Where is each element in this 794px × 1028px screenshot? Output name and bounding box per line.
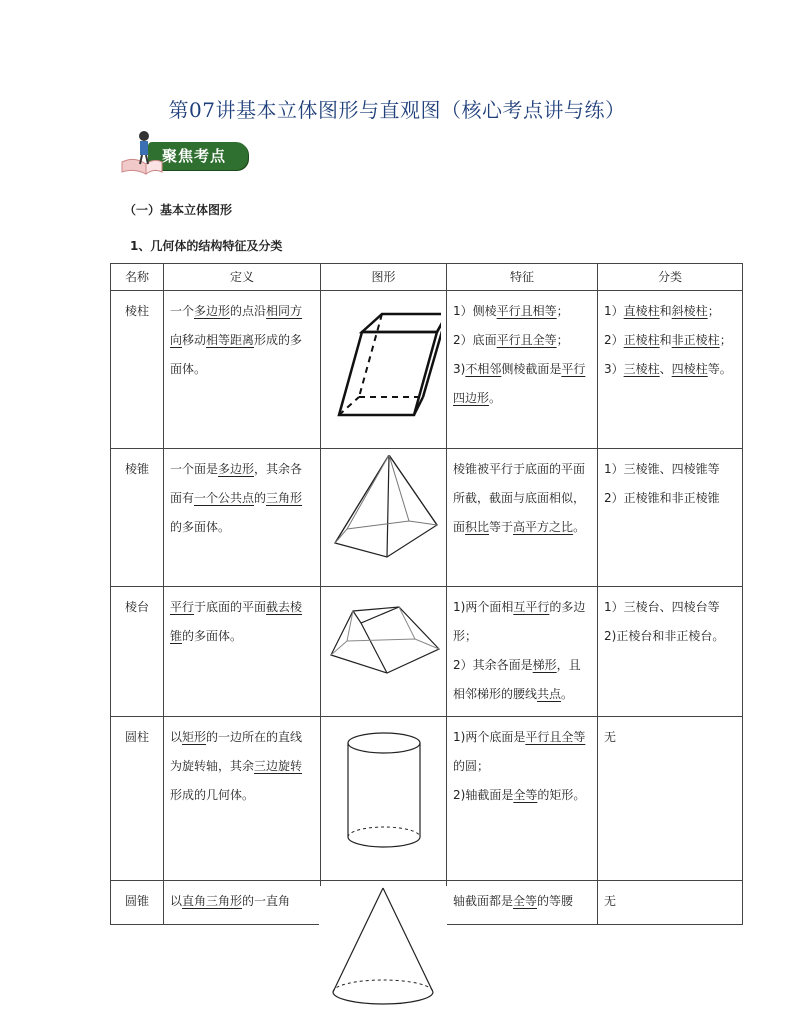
cone-figure-container	[319, 886, 447, 1016]
text-segment: 的圆；	[453, 759, 490, 773]
key-term: 非正棱柱	[671, 333, 720, 347]
key-term: 斜棱柱	[671, 304, 708, 318]
text-segment: 的一直角	[242, 894, 291, 908]
text-segment: 移动	[182, 333, 207, 347]
row-classification	[598, 881, 743, 925]
key-term: 一个公共点	[194, 491, 255, 505]
key-term: 积比	[465, 520, 490, 534]
key-term: 多边形	[218, 462, 255, 476]
text-segment: 1）三棱台、四棱台等	[604, 600, 720, 614]
pyramid-figure	[327, 455, 441, 569]
text-segment: 形成的多面体。	[170, 333, 303, 376]
text-segment: 一个面是	[170, 462, 219, 476]
text-segment: 无	[604, 730, 617, 744]
table-row	[111, 291, 743, 449]
text-segment: 的多面体。	[182, 629, 243, 643]
text-segment: 形成的几何体。	[170, 788, 255, 802]
row-definition	[164, 291, 321, 449]
book-person-icon	[118, 128, 168, 178]
text-segment: 侧棱截面是	[501, 362, 562, 376]
text-segment: 。	[489, 391, 502, 405]
row-name: 棱锥	[111, 449, 164, 587]
row-figure	[321, 717, 447, 881]
text-segment: ；	[719, 333, 732, 347]
text-segment: ，且相邻梯形的腰线	[453, 658, 581, 701]
row-name: 棱台	[111, 587, 164, 717]
key-term: 正棱柱	[623, 333, 660, 347]
row-classification	[598, 587, 743, 717]
solid-figures-table	[110, 263, 743, 925]
text-segment: 轴截面都是	[453, 894, 514, 908]
key-term: 直角三角形	[182, 894, 243, 908]
row-features	[447, 449, 598, 587]
key-term: 全等	[513, 894, 538, 908]
table-row	[111, 587, 743, 717]
header-classification: 分类	[598, 264, 743, 291]
text-segment: 一个	[170, 304, 195, 318]
key-term: 共点	[537, 687, 562, 701]
row-definition	[164, 717, 321, 881]
key-term: 平行且相等	[496, 304, 557, 318]
table-header-row	[111, 264, 743, 291]
text-segment: 。	[573, 520, 586, 534]
cylinder-figure	[327, 723, 441, 863]
text-segment: 3）	[604, 362, 624, 376]
text-segment: 于底面的平面	[194, 600, 267, 614]
text-segment: 2）底面	[453, 333, 497, 347]
text-segment: 以	[170, 730, 183, 744]
key-term: 截去棱锥	[170, 600, 303, 643]
text-segment: 2）	[604, 333, 624, 347]
text-segment: 的多边形；	[453, 600, 586, 643]
page-title: 第07讲基本立体图形与直观图（核心考点讲与练）	[168, 98, 626, 122]
key-term: 四棱柱	[671, 362, 708, 376]
key-term: 平行四边形	[453, 362, 586, 405]
text-segment: 1）三棱锥、四棱锥等	[604, 462, 720, 476]
row-name: 棱柱	[111, 291, 164, 449]
frustum-figure	[327, 593, 441, 693]
text-segment: 的	[254, 491, 267, 505]
row-classification	[598, 449, 743, 587]
key-term: 相等距离	[206, 333, 255, 347]
text-segment: 的矩形。	[537, 788, 586, 802]
section-heading: （一）基本立体图形	[124, 203, 233, 217]
header-definition: 定义	[164, 264, 321, 291]
text-segment: 2）其余各面是	[453, 658, 533, 672]
row-features	[447, 291, 598, 449]
key-term: 相同方向	[170, 304, 303, 347]
section-badge	[118, 128, 246, 178]
text-segment: 以	[170, 894, 183, 908]
row-features	[447, 881, 598, 925]
text-segment: 1）侧棱	[453, 304, 497, 318]
header-features: 特征	[447, 264, 598, 291]
key-term: 三角形	[266, 491, 303, 505]
text-segment: ；	[707, 304, 720, 318]
text-segment: 3)	[453, 362, 466, 376]
row-figure	[321, 291, 447, 449]
prism-figure	[327, 297, 441, 427]
row-figure	[321, 449, 447, 587]
text-segment: 的多面体。	[170, 520, 231, 534]
key-term: 三棱柱	[623, 362, 660, 376]
row-definition	[164, 587, 321, 717]
sub-heading: 1、几何体的结构特征及分类	[130, 239, 283, 253]
text-segment: 、	[659, 362, 672, 376]
text-segment: 1)两个面相	[453, 600, 514, 614]
text-segment: 和	[659, 304, 672, 318]
row-features	[447, 587, 598, 717]
key-term: 三边旋转	[254, 759, 303, 773]
text-segment: 棱锥被平行于底面的平面所截，截面与底面相似，面	[453, 462, 586, 534]
text-segment: 等。	[707, 362, 732, 376]
text-segment: 和	[659, 333, 672, 347]
text-segment: ，其余各面有	[170, 462, 303, 505]
row-definition	[164, 881, 321, 925]
key-term: 梯形	[532, 658, 557, 672]
key-term: 互平行	[513, 600, 550, 614]
text-segment: ；	[556, 304, 569, 318]
row-figure	[321, 587, 447, 717]
key-term: 平行且全等	[525, 730, 586, 744]
text-segment: 无	[604, 894, 617, 908]
row-classification	[598, 717, 743, 881]
header-name: 名称	[111, 264, 164, 291]
text-segment: ；	[556, 333, 569, 347]
text-segment: 1)两个底面是	[453, 730, 526, 744]
key-term: 平行	[170, 600, 195, 614]
text-segment: 。	[561, 687, 574, 701]
badge-label: 聚焦考点	[162, 147, 227, 165]
row-features	[447, 717, 598, 881]
row-name: 圆锥	[111, 881, 164, 925]
table-row	[111, 449, 743, 587]
text-segment: 1）	[604, 304, 624, 318]
key-term: 平行且全等	[496, 333, 557, 347]
row-definition	[164, 449, 321, 587]
text-segment: 的点沿	[230, 304, 267, 318]
text-segment: 2)轴截面是	[453, 788, 514, 802]
row-classification	[598, 291, 743, 449]
text-segment: 2)正棱台和非正棱台。	[604, 629, 725, 643]
text-segment: 等于	[489, 520, 514, 534]
key-term: 多边形	[194, 304, 231, 318]
text-segment: 2）正棱锥和非正棱锥	[604, 491, 720, 505]
key-term: 不相邻	[465, 362, 502, 376]
table-row	[111, 717, 743, 881]
key-term: 直棱柱	[623, 304, 660, 318]
cone-figure	[319, 886, 447, 1016]
key-term: 矩形	[182, 730, 207, 744]
text-segment: 的一边所在的直线为旋转轴，其余	[170, 730, 303, 773]
text-segment: 的等腰	[537, 894, 574, 908]
key-term: 全等	[513, 788, 538, 802]
row-name: 圆柱	[111, 717, 164, 881]
header-figure: 图形	[321, 264, 447, 291]
key-term: 高平方之比	[513, 520, 574, 534]
